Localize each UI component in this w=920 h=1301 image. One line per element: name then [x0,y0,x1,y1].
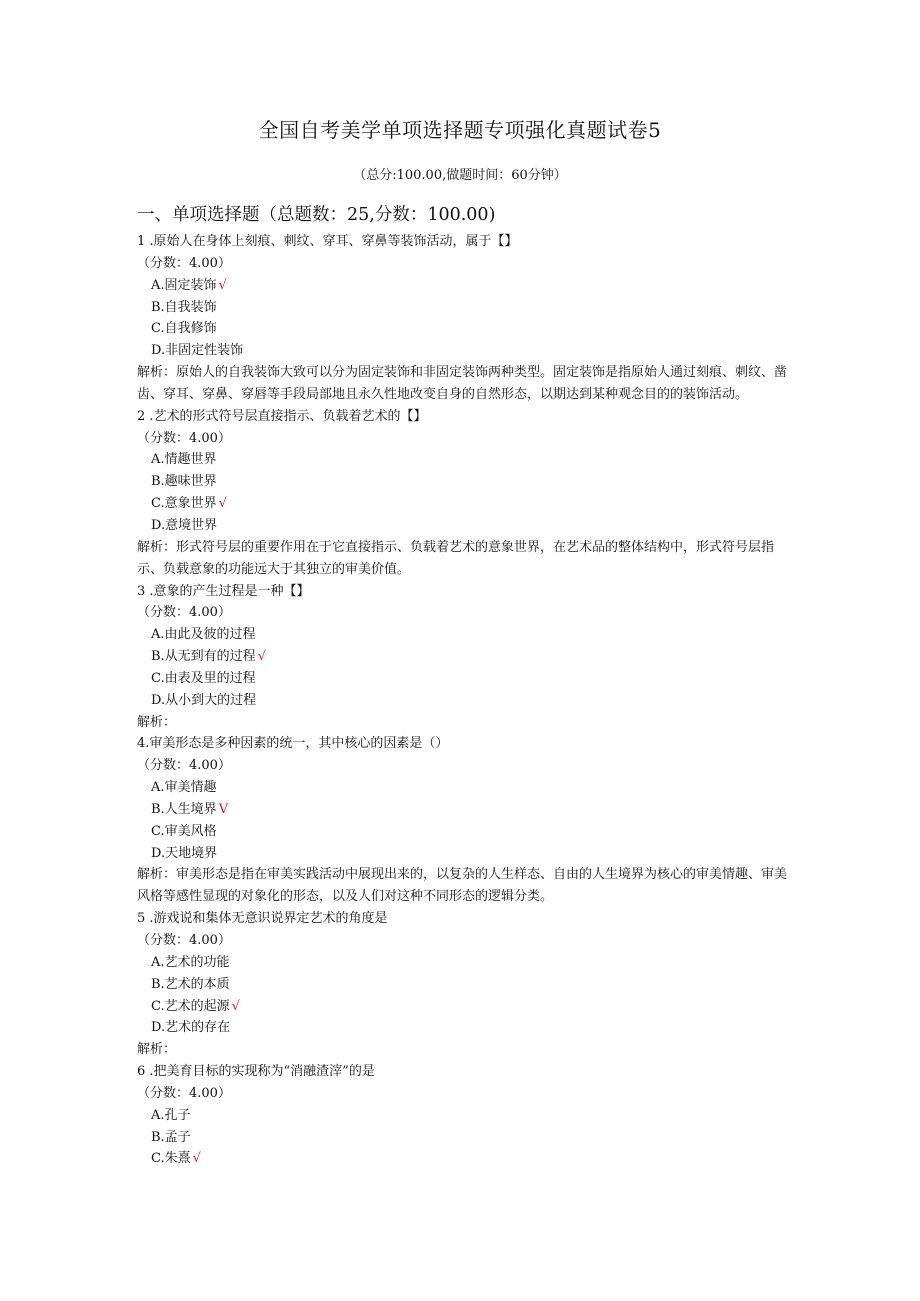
analysis-text: 解析： [137,714,177,730]
question-stem: 3 .意象的产生过程是一种【】 [137,583,310,599]
option-label: C.意象世界 [151,496,217,512]
option-label: D.从小到大的过程 [151,692,257,708]
answer-option[interactable] [137,297,787,319]
answer-option[interactable] [137,318,787,340]
correct-answer-mark: V [218,801,229,817]
section-heading: 一、单项选择题（总题数：25,分数：100.00) [137,205,496,225]
correct-answer-mark: √ [218,277,227,293]
option-label: B.孟子 [151,1129,191,1145]
question-block [137,406,787,581]
correct-answer-mark: √ [231,998,240,1014]
analysis-text: 解析：形式符号层的重要作用在于它直接指示、负载着艺术的意象世界，在艺术品的整体结构中，形式符号层指示、负载意象的功能远大于其独立的审美价值。 [137,539,775,577]
option-label: A.孔子 [151,1107,191,1123]
option-label: C.朱熹 [151,1151,191,1167]
answer-option[interactable] [137,1105,787,1127]
question-score: （分数：4.00） [137,430,231,446]
question-score: （分数：4.00） [137,758,231,774]
answer-option[interactable] [137,690,787,712]
question-stem: 5 .游戏说和集体无意识说界定艺术的角度是 [137,911,388,927]
question-stem: 2 .艺术的形式符号层直接指示、负载着艺术的【】 [137,408,427,424]
option-label: A.由此及彼的过程 [151,627,256,643]
option-label: D.艺术的存在 [151,1020,231,1036]
answer-option[interactable] [137,821,787,843]
option-label: B.从无到有的过程 [151,649,256,665]
answer-option[interactable] [137,668,787,690]
answer-option[interactable] [137,1127,787,1149]
option-label: D.天地境界 [151,845,218,861]
option-label: B.人生境界 [151,801,217,817]
question-score: （分数：4.00） [137,1085,231,1101]
answer-option[interactable] [137,974,787,996]
answer-option[interactable] [137,777,787,799]
answer-option[interactable] [137,493,787,515]
option-label: B.趣味世界 [151,474,217,490]
document-subtitle: （总分:100.00,做题时间：60分钟） [353,168,567,183]
option-label: C.审美风格 [151,823,217,839]
option-label: C.由表及里的过程 [151,670,256,686]
answer-option[interactable] [137,275,787,297]
answer-option[interactable] [137,646,787,668]
option-label: A.固定装饰 [151,277,217,293]
answer-option[interactable] [137,843,787,865]
answer-option[interactable] [137,1017,787,1039]
question-block [137,231,787,406]
question-score: （分数：4.00） [137,605,231,621]
option-label: A.审美情趣 [151,780,217,796]
question-score: （分数：4.00） [137,933,231,948]
analysis-text: 解析： [137,1042,177,1058]
answer-option[interactable] [137,952,787,974]
question-block [137,1061,787,1170]
option-label: B.自我装饰 [151,299,217,315]
answer-option[interactable] [137,996,787,1018]
option-label: D.非固定性装饰 [151,343,244,359]
question-stem: 1 .原始人在身体上刻痕、刺纹、穿耳、穿鼻等装饰活动，属于【】 [137,234,518,249]
option-label: A.情趣世界 [151,452,217,468]
answer-option[interactable] [137,340,787,362]
question-block [137,908,787,1061]
question-stem: 4.审美形态是多种因素的统一，其中核心的因素是（） [137,736,449,752]
correct-answer-mark: √ [218,496,227,512]
analysis-text: 解析：原始人的自我装饰大致可以分为固定装饰和非固定装饰两种类型。固定装饰是指原始人通过刻痕、刺纹、凿齿、穿耳、穿鼻、穿唇等手段局部地且永久性地改变自身的自然形态，以期达到某种观念目的的装饰活动。 [137,365,788,402]
option-label: C.艺术的起源 [151,998,230,1014]
question-score: （分数：4.00） [137,255,231,271]
answer-option[interactable] [137,515,787,537]
question-stem: 6 .把美育目标的实现称为“消融渣滓”的是 [137,1064,375,1080]
answer-option[interactable] [137,1148,787,1170]
answer-option[interactable] [137,799,787,821]
question-block [137,581,787,734]
option-label: C.自我修饰 [151,321,217,337]
answer-option[interactable] [137,471,787,493]
answer-option[interactable] [137,449,787,471]
correct-answer-mark: √ [257,649,266,665]
correct-answer-mark: √ [192,1151,201,1167]
option-label: A.艺术的功能 [151,954,230,970]
answer-option[interactable] [137,624,787,646]
analysis-text: 解析：审美形态是指在审美实践活动中展现出来的，以复杂的人生样态、自由的人生境界为核心的审美情趣、审美风格等感性显现的对象化的形态，以及人们对这种不同形态的逻辑分类。 [137,867,788,905]
question-list [137,231,787,1170]
question-block [137,733,787,908]
option-label: D.意境世界 [151,517,218,533]
option-label: B.艺术的本质 [151,976,230,992]
document-title: 全国自考美学单项选择题专项强化真题试卷5 [258,118,662,142]
